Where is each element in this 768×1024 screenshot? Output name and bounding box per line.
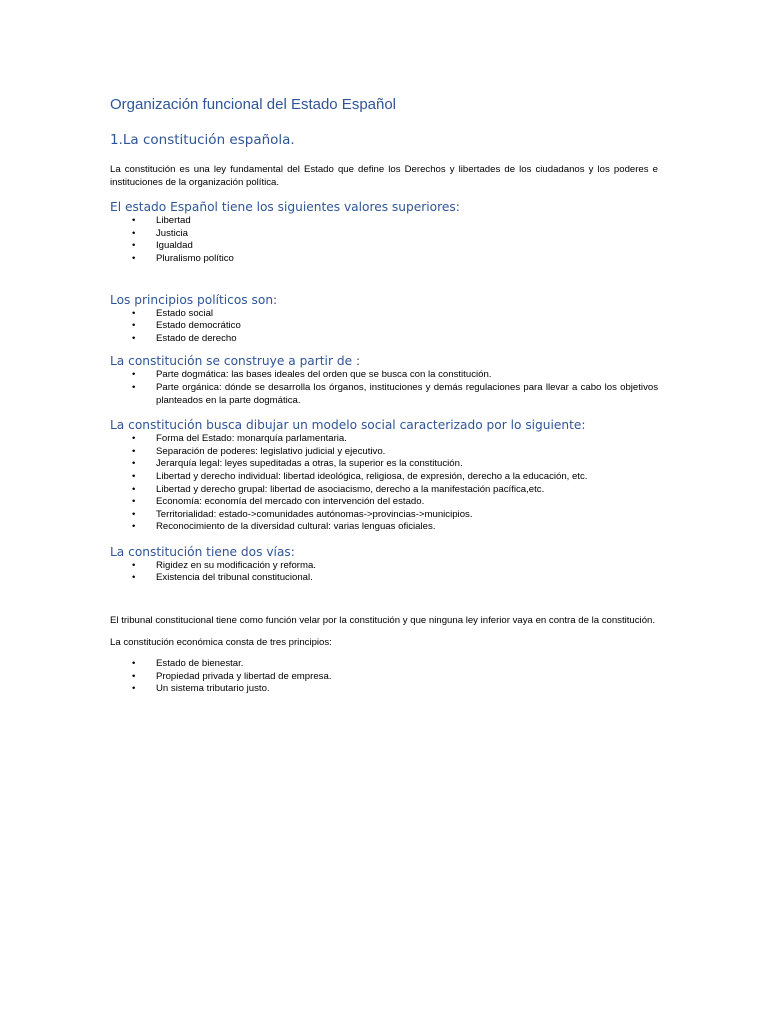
list-item: • Justicia <box>110 228 658 241</box>
values-heading: El estado Español tiene los siguientes valores superiores: <box>110 200 460 215</box>
values-list <box>110 215 658 265</box>
list-item: • Rigidez en su modificación y reforma. <box>110 560 658 573</box>
list-item: • Libertad y derecho grupal: libertad de asociacismo, derecho a la manifestación pacífica,etc. <box>110 484 658 497</box>
list-item: • Reconocimiento de la diversidad cultural: varias lenguas oficiales. <box>110 521 658 534</box>
list-item: • Estado de derecho <box>110 333 658 346</box>
principles-list <box>110 308 658 346</box>
ways-heading: La constitución tiene dos vías: <box>110 544 295 559</box>
list-item: • Un sistema tributario justo. <box>110 683 658 696</box>
list-item: • Propiedad privada y libertad de empresa. <box>110 671 658 684</box>
tribunal-paragraph: El tribunal constitucional tiene como función velar por la constitución y que ninguna ley inferior vaya en contra de la constitución. <box>110 615 656 627</box>
list-item: • Parte dogmática: las bases ideales del orden que se busca con la constitución. <box>110 369 658 382</box>
list-item: • Jerarquía legal: leyes supeditadas a otras, la superior es la constitución. <box>110 458 658 471</box>
principles-heading: Los principios políticos son: <box>110 292 278 307</box>
model-list <box>110 433 658 534</box>
document-content <box>110 96 658 696</box>
list-item: • Separación de poderes: legislativo judicial y ejecutivo. <box>110 446 658 459</box>
list-item: • Parte orgánica: dónde se desarrolla los órganos, instituciones y demás regulaciones para llevar a cabo los objetivos planteados en la parte dogmática. <box>110 382 658 407</box>
list-item: • Existencia del tribunal constitucional. <box>110 572 658 585</box>
list-item: • Territorialidad: estado->comunidades autónomas->provincias->municipios. <box>110 509 658 522</box>
list-item: • Estado democrático <box>110 320 658 333</box>
list-item: • Libertad y derecho individual: libertad ideológica, religiosa, de expresión, derecho a la educación, etc. <box>110 471 658 484</box>
list-item: • Libertad <box>110 215 658 228</box>
construct-list <box>110 369 658 407</box>
construct-heading: La constitución se construye a partir de : <box>110 354 361 369</box>
section-heading-constitution: 1.La constitución española. <box>110 132 295 148</box>
intro-paragraph: La constitución es una ley fundamental del Estado que define los Derechos y libertades de los ciudadanos y los poderes e instituciones de la organización política. <box>110 164 658 188</box>
economic-intro: La constitución económica consta de tres principios: <box>110 636 332 648</box>
list-item: • Igualdad <box>110 240 658 253</box>
model-heading: La constitución busca dibujar un modelo social caracterizado por lo siguiente: <box>110 418 586 433</box>
list-item: • Economía: economía del mercado con intervención del estado. <box>110 496 658 509</box>
document-title: Organización funcional del Estado Español <box>110 96 397 113</box>
list-item: • Estado social <box>110 308 658 321</box>
list-item: • Forma del Estado: monarquía parlamentaria. <box>110 433 658 446</box>
ways-list <box>110 560 658 585</box>
list-item: • Pluralismo político <box>110 253 658 266</box>
list-item: • Estado de bienestar. <box>110 658 658 671</box>
economic-list <box>110 658 658 696</box>
